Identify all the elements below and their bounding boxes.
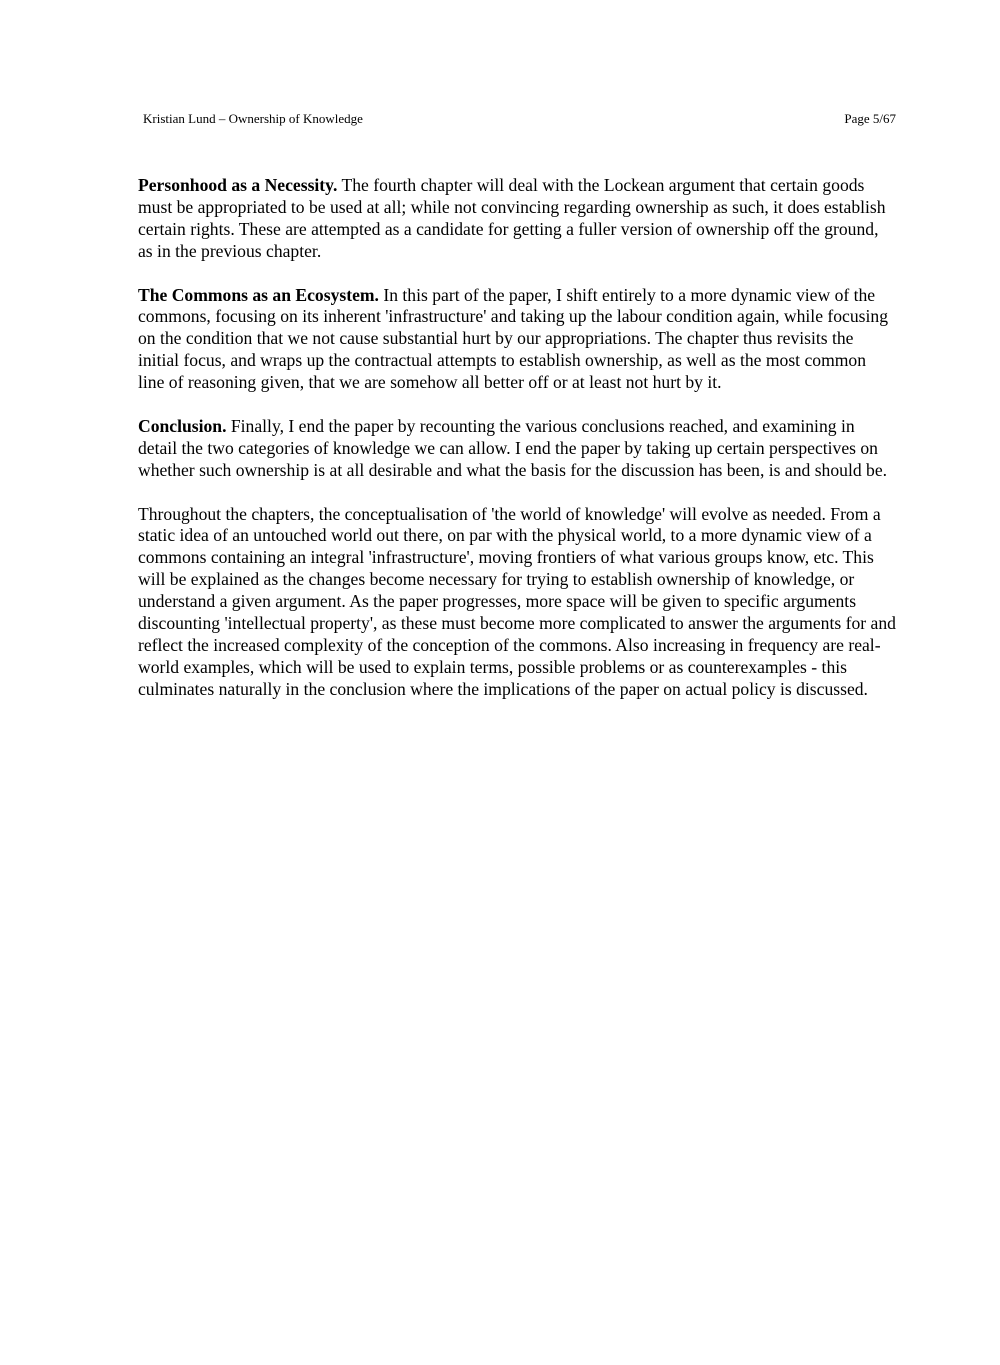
paragraph-text: Throughout the chapters, the conceptualisation of 'the world of knowledge' will evolve as needed. From a static idea of an untouched world out there, on par with the physical world, to a more dynamic view of a commons containing an integral 'infrastructure', moving frontiers of what various groups know, etc. This will be explained as the changes become necessary for trying to establish ownership of knowledge, or understand a given argument. As the paper progresses, more space will be given to specific arguments discounting 'intellectual property', as these must become more complicated to answer the arguments for and reflect the increased complexity of the conception of the commons. Also increasing in frequency are real-world examples, which will be used to explain terms, possible problems or as counterexamples - this culminates naturally in the conclusion where the implications of the paper on actual policy is discussed.: [138, 503, 896, 699]
body-text: [138, 175, 896, 723]
paragraph-conclusion: [138, 416, 896, 482]
running-title: Kristian Lund – Ownership of Knowledge: [143, 111, 363, 126]
paragraph-heading: The Commons as an Ecosystem.: [138, 284, 379, 305]
paragraph-personhood: [138, 175, 896, 263]
page-header: [143, 110, 896, 128]
paragraph-heading: Personhood as a Necessity.: [138, 175, 338, 195]
page-number: Page 5/67: [844, 111, 896, 126]
paragraph-text: In this part of the paper, I shift entirely to a more dynamic view of the commons, focusing on its inherent 'infrastructure' and taking up the labour condition again, while focusing on the condition that we not cause substantial hurt by our appropriations. The chapter thus revisits the initial focus, and wraps up the contractual attempts to establish ownership, as well as the most common line of reasoning given, that we are somehow all better off or at least not hurt by it.: [138, 284, 888, 393]
paragraph-text: Finally, I end the paper by recounting the various conclusions reached, and examining in detail the two categories of knowledge we can allow. I end the paper by taking up certain perspectives on whether such ownership is at all desirable and what the basis for the discussion has been, is and should be.: [138, 415, 888, 480]
paragraph-text: The fourth chapter will deal with the Lockean argument that certain goods must be appropriated to be used at all; while not convincing regarding ownership as such, it does establish certain rights. These are attempted as a candidate for getting a fuller version of ownership off the ground, as in the previous chapter.: [138, 175, 886, 261]
paragraph-throughout: [138, 504, 896, 701]
paragraph-heading: Conclusion.: [138, 415, 227, 436]
paragraph-commons-ecosystem: [138, 285, 896, 395]
